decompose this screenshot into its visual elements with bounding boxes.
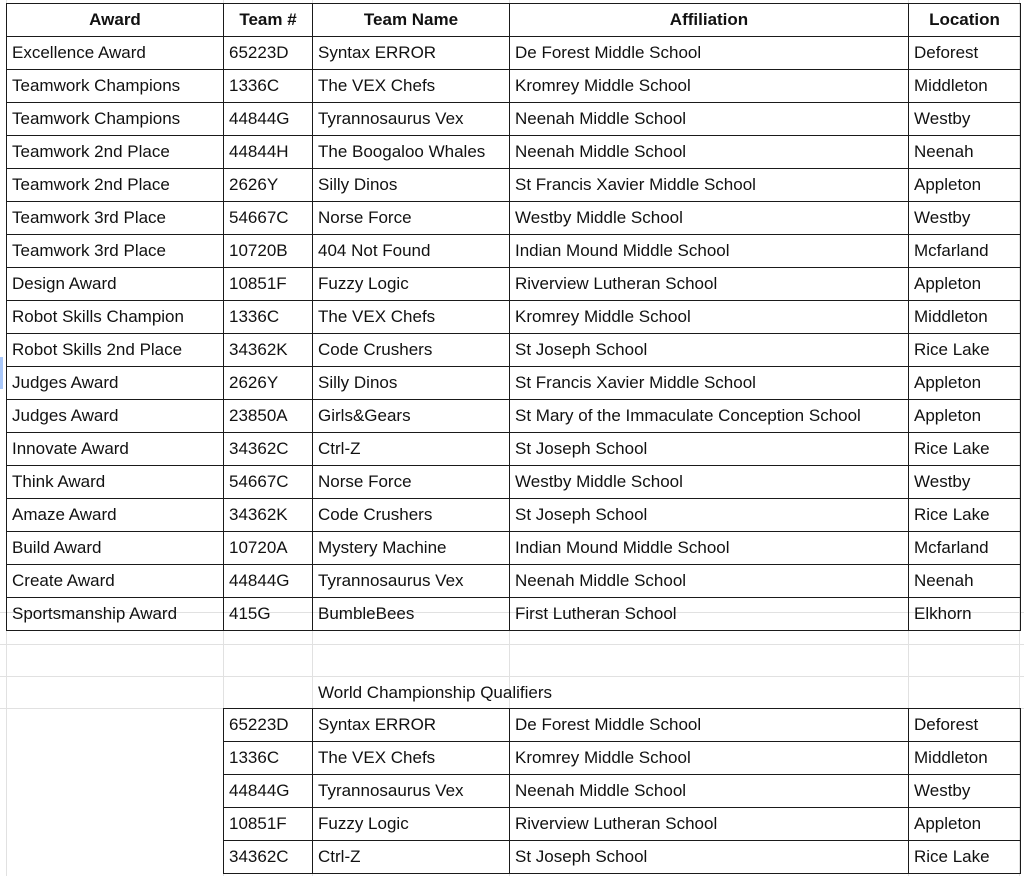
cell-affiliation[interactable]: St Joseph School [510, 499, 909, 532]
cell-team-number[interactable]: 1336C [224, 301, 313, 334]
table-row [7, 400, 1021, 433]
cell-team-number[interactable]: 10720A [224, 532, 313, 565]
cell-location[interactable]: Westby [909, 466, 1021, 499]
cell-location[interactable]: Appleton [909, 268, 1021, 301]
cell-team-name[interactable]: Mystery Machine [313, 532, 510, 565]
qualifier-row [224, 742, 1021, 775]
qualifier-cell-affiliation[interactable]: Kromrey Middle School [510, 742, 909, 775]
header-cell-affiliation[interactable]: Affiliation [510, 4, 909, 37]
qualifier-cell-team-name[interactable]: The VEX Chefs [313, 742, 510, 775]
cell-affiliation[interactable]: St Francis Xavier Middle School [510, 169, 909, 202]
cell-award[interactable]: Sportsmanship Award [7, 598, 224, 631]
cell-affiliation[interactable]: Riverview Lutheran School [510, 268, 909, 301]
cell-location[interactable]: Mcfarland [909, 235, 1021, 268]
cell-affiliation[interactable]: St Joseph School [510, 433, 909, 466]
table-row [7, 169, 1021, 202]
cell-affiliation[interactable]: Kromrey Middle School [510, 70, 909, 103]
cell-team-number[interactable]: 54667C [224, 202, 313, 235]
table-row [7, 532, 1021, 565]
table-row [7, 565, 1021, 598]
qualifier-cell-location[interactable]: Middleton [909, 742, 1021, 775]
cell-team-number[interactable]: 34362C [224, 433, 313, 466]
cell-team-name[interactable]: Norse Force [313, 202, 510, 235]
header-cell-award[interactable]: Award [7, 4, 224, 37]
cell-team-name[interactable]: Syntax ERROR [313, 37, 510, 70]
cell-award[interactable]: Teamwork 2nd Place [7, 136, 224, 169]
qualifier-cell-team-name[interactable]: Fuzzy Logic [313, 808, 510, 841]
active-row-indicator [0, 357, 3, 389]
cell-location[interactable]: Deforest [909, 37, 1021, 70]
cell-team-name[interactable]: Tyrannosaurus Vex [313, 565, 510, 598]
qualifier-cell-location[interactable]: Rice Lake [909, 841, 1021, 874]
cell-team-name[interactable]: Girls&Gears [313, 400, 510, 433]
table-row [7, 367, 1021, 400]
table-row [7, 598, 1021, 631]
cell-affiliation[interactable]: Westby Middle School [510, 466, 909, 499]
cell-location[interactable]: Neenah [909, 136, 1021, 169]
cell-team-number[interactable]: 34362K [224, 334, 313, 367]
table-row [7, 301, 1021, 334]
qualifier-cell-team-number[interactable]: 10851F [224, 808, 313, 841]
table-row [7, 103, 1021, 136]
table-row [7, 70, 1021, 103]
cell-team-name[interactable]: BumbleBees [313, 598, 510, 631]
table-row [7, 499, 1021, 532]
table-row [7, 37, 1021, 70]
qualifier-row [224, 841, 1021, 874]
cell-award[interactable]: Design Award [7, 268, 224, 301]
cell-location[interactable]: Middleton [909, 301, 1021, 334]
qualifier-row [224, 808, 1021, 841]
header-row [7, 4, 1021, 37]
table-row [7, 334, 1021, 367]
cell-affiliation[interactable]: St Mary of the Immaculate Conception School [510, 400, 909, 433]
cell-team-number[interactable]: 2626Y [224, 169, 313, 202]
qualifier-cell-team-name[interactable]: Ctrl-Z [313, 841, 510, 874]
cell-award[interactable]: Think Award [7, 466, 224, 499]
cell-location[interactable]: Rice Lake [909, 334, 1021, 367]
cell-team-number[interactable]: 1336C [224, 70, 313, 103]
qualifiers-table [223, 708, 1021, 874]
cell-team-number[interactable]: 54667C [224, 466, 313, 499]
cell-affiliation[interactable]: St Francis Xavier Middle School [510, 367, 909, 400]
qualifier-cell-team-number[interactable]: 65223D [224, 709, 313, 742]
qualifier-cell-affiliation[interactable]: De Forest Middle School [510, 709, 909, 742]
cell-affiliation[interactable]: Neenah Middle School [510, 103, 909, 136]
qualifier-cell-team-name[interactable]: Tyrannosaurus Vex [313, 775, 510, 808]
cell-team-name[interactable]: Fuzzy Logic [313, 268, 510, 301]
cell-location[interactable]: Appleton [909, 169, 1021, 202]
cell-affiliation[interactable]: De Forest Middle School [510, 37, 909, 70]
qualifier-row [224, 709, 1021, 742]
cell-team-number[interactable]: 23850A [224, 400, 313, 433]
table-row [7, 466, 1021, 499]
cell-team-number[interactable]: 415G [224, 598, 313, 631]
header-cell-team-name[interactable]: Team Name [313, 4, 510, 37]
cell-affiliation[interactable]: Indian Mound Middle School [510, 532, 909, 565]
cell-affiliation[interactable]: Neenah Middle School [510, 136, 909, 169]
cell-team-name[interactable]: Norse Force [313, 466, 510, 499]
cell-affiliation[interactable]: Westby Middle School [510, 202, 909, 235]
cell-affiliation[interactable]: Indian Mound Middle School [510, 235, 909, 268]
qualifier-cell-team-number[interactable]: 44844G [224, 775, 313, 808]
cell-team-number[interactable]: 44844G [224, 103, 313, 136]
cell-award[interactable]: Judges Award [7, 400, 224, 433]
cell-award[interactable]: Teamwork 2nd Place [7, 169, 224, 202]
header-cell-team-number[interactable]: Team # [224, 4, 313, 37]
qualifiers-title[interactable]: World Championship Qualifiers [318, 683, 553, 702]
cell-award[interactable]: Excellence Award [7, 37, 224, 70]
qualifier-cell-location[interactable]: Westby [909, 775, 1021, 808]
qualifier-cell-location[interactable]: Appleton [909, 808, 1021, 841]
cell-location[interactable]: Appleton [909, 400, 1021, 433]
cell-award[interactable]: Robot Skills Champion [7, 301, 224, 334]
cell-award[interactable]: Teamwork 3rd Place [7, 202, 224, 235]
cell-team-name[interactable]: 404 Not Found [313, 235, 510, 268]
table-row [7, 268, 1021, 301]
cell-award[interactable]: Amaze Award [7, 499, 224, 532]
gridline [0, 644, 1024, 645]
cell-team-name[interactable]: The VEX Chefs [313, 70, 510, 103]
cell-team-number[interactable]: 44844H [224, 136, 313, 169]
cell-team-number[interactable]: 10720B [224, 235, 313, 268]
cell-award[interactable]: Teamwork Champions [7, 70, 224, 103]
cell-award[interactable]: Teamwork Champions [7, 103, 224, 136]
table-row [7, 235, 1021, 268]
qualifier-cell-affiliation[interactable]: St Joseph School [510, 841, 909, 874]
cell-team-number[interactable]: 44844G [224, 565, 313, 598]
cell-location[interactable]: Rice Lake [909, 433, 1021, 466]
cell-award[interactable]: Build Award [7, 532, 224, 565]
cell-team-name[interactable]: Code Crushers [313, 499, 510, 532]
qualifier-cell-team-number[interactable]: 1336C [224, 742, 313, 775]
awards-table [6, 3, 1021, 631]
cell-location[interactable]: Middleton [909, 70, 1021, 103]
table-row [7, 136, 1021, 169]
cell-award[interactable]: Teamwork 3rd Place [7, 235, 224, 268]
cell-affiliation[interactable]: St Joseph School [510, 334, 909, 367]
cell-location[interactable]: Neenah [909, 565, 1021, 598]
cell-award[interactable]: Judges Award [7, 367, 224, 400]
cell-team-number[interactable]: 10851F [224, 268, 313, 301]
header-cell-location[interactable]: Location [909, 4, 1021, 37]
cell-team-name[interactable]: The Boogaloo Whales [313, 136, 510, 169]
qualifier-cell-location[interactable]: Deforest [909, 709, 1021, 742]
table-row [7, 202, 1021, 235]
cell-affiliation[interactable]: First Lutheran School [510, 598, 909, 631]
cell-location[interactable]: Westby [909, 202, 1021, 235]
qualifier-cell-affiliation[interactable]: Neenah Middle School [510, 775, 909, 808]
cell-location[interactable]: Westby [909, 103, 1021, 136]
cell-team-name[interactable]: The VEX Chefs [313, 301, 510, 334]
cell-team-number[interactable]: 2626Y [224, 367, 313, 400]
cell-team-number[interactable]: 34362K [224, 499, 313, 532]
table-row [7, 433, 1021, 466]
cell-team-number[interactable]: 65223D [224, 37, 313, 70]
cell-team-name[interactable]: Silly Dinos [313, 367, 510, 400]
cell-team-name[interactable]: Ctrl-Z [313, 433, 510, 466]
cell-affiliation[interactable]: Neenah Middle School [510, 565, 909, 598]
cell-location[interactable]: Appleton [909, 367, 1021, 400]
cell-location[interactable]: Elkhorn [909, 598, 1021, 631]
cell-award[interactable]: Create Award [7, 565, 224, 598]
qualifier-cell-affiliation[interactable]: Riverview Lutheran School [510, 808, 909, 841]
qualifier-row [224, 775, 1021, 808]
cell-team-name[interactable]: Silly Dinos [313, 169, 510, 202]
qualifier-cell-team-name[interactable]: Syntax ERROR [313, 709, 510, 742]
cell-award[interactable]: Robot Skills 2nd Place [7, 334, 224, 367]
cell-team-name[interactable]: Code Crushers [313, 334, 510, 367]
qualifier-cell-team-number[interactable]: 34362C [224, 841, 313, 874]
cell-team-name[interactable]: Tyrannosaurus Vex [313, 103, 510, 136]
cell-location[interactable]: Rice Lake [909, 499, 1021, 532]
cell-award[interactable]: Innovate Award [7, 433, 224, 466]
cell-location[interactable]: Mcfarland [909, 532, 1021, 565]
cell-affiliation[interactable]: Kromrey Middle School [510, 301, 909, 334]
